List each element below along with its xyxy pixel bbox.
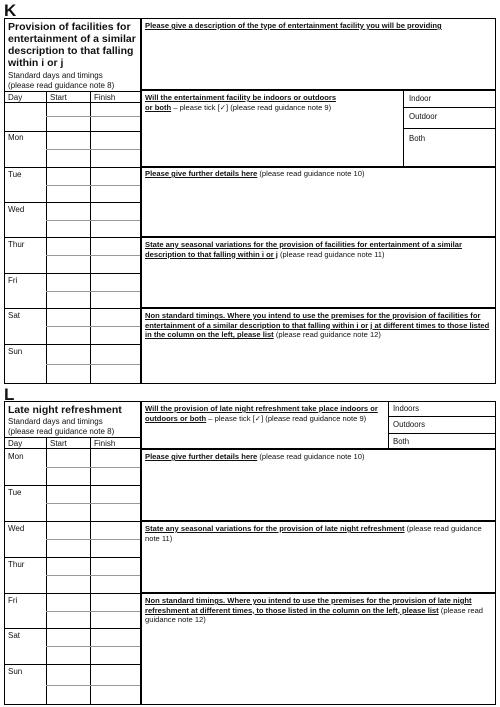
l-day-label: Wed [8, 524, 25, 533]
k-row-divider [4, 167, 140, 168]
section-l-subtitle: Standard days and timings [8, 417, 103, 426]
k-col-finish: Finish [94, 93, 116, 102]
section-l-divider [140, 401, 142, 705]
k-day-label: Sat [8, 311, 21, 320]
k-col-day: Day [8, 93, 23, 102]
l-row-divider [4, 664, 140, 665]
l-col-start: Start [50, 439, 67, 448]
k-row-divider [4, 237, 140, 238]
l-day-label: Mon [8, 452, 24, 461]
l-day-label: Sun [8, 667, 23, 676]
k-q-non-standard: Non standard timings. Where you intend to use the premises for the provision of facilities for entertainment of a similar description to that falling within i or j at different times to those listed in the column on the left, please list (please read guidance note 12) [145, 311, 490, 340]
k-table-top [4, 91, 140, 92]
l-time-subline [46, 685, 140, 686]
k-option-divider [403, 128, 496, 129]
k-day-label: Fri [8, 276, 18, 285]
k-day-label: Sun [8, 347, 23, 356]
l-row-divider [4, 557, 140, 558]
l-option-divider [388, 416, 496, 417]
l-option-divider [388, 433, 496, 434]
section-l-title: Late night refreshment [8, 404, 122, 416]
k-q-indoors: Will the entertainment facility be indoors or outdoors or both – please tick [✓] (please read guidance note 9) [145, 93, 337, 112]
k-option-outdoor[interactable]: Outdoor [409, 112, 438, 121]
section-k-letter: K [4, 1, 17, 20]
section-k-divider [140, 18, 142, 384]
k-col-start: Start [50, 93, 67, 102]
l-q2-bottom [140, 520, 496, 522]
k-row-divider [4, 131, 140, 132]
l-table-top [4, 437, 140, 438]
section-k-title: Provision of facilities for entertainment of a similar description to that falling within i or j [8, 21, 136, 69]
k-q-further-details: Please give further details here (please read guidance note 10) [145, 169, 365, 178]
k-table-header-bottom [4, 102, 140, 103]
k-day-label: Wed [8, 205, 25, 214]
k-q-seasonal: State any seasonal variations for the provision of facilities for entertainment of a similar description to that falling within i or j (please read guidance note 11) [145, 240, 462, 259]
l-col-finish: Finish [94, 439, 116, 448]
k-time-subline [46, 291, 140, 292]
l-col-day: Day [8, 439, 23, 448]
l-time-subline [46, 503, 140, 504]
k-row-divider [4, 202, 140, 203]
l-time-subline [46, 539, 140, 540]
k-q-description: Please give a description of the type of entertainment facility you will be providing [145, 21, 442, 30]
l-time-subline [46, 611, 140, 612]
k-time-subline [46, 149, 140, 150]
l-time-subline [46, 575, 140, 576]
l-q-non-standard: Non standard timings. Where you intend to use the premises for the provision of late night refreshment at different times, to those listed in the column on the left, please list (please read guidance note 12) [145, 596, 484, 625]
k-time-subline [46, 185, 140, 186]
l-day-label: Tue [8, 488, 22, 497]
section-l-frame [4, 401, 496, 705]
k-day-label: Tue [8, 170, 22, 179]
k-q2-bottom [140, 166, 496, 168]
k-time-subline [46, 255, 140, 256]
section-l-letter: L [4, 385, 15, 404]
l-option-both[interactable]: Both [393, 437, 410, 446]
l-q3-bottom [140, 592, 496, 594]
k-q3-bottom [140, 236, 496, 238]
l-q1-bottom [140, 448, 496, 450]
l-option-indoors[interactable]: Indoors [393, 404, 420, 413]
k-time-subline [46, 364, 140, 365]
k-option-divider [403, 107, 496, 108]
l-row-divider [4, 628, 140, 629]
k-time-subline [46, 116, 140, 117]
l-q-indoors: Will the provision of late night refreshment take place indoors or outdoors or both – please tick [✓] (please read guidance note 9) [145, 404, 378, 423]
k-q4-bottom [140, 307, 496, 309]
k-day-label: Mon [8, 133, 24, 142]
l-time-subline [46, 646, 140, 647]
l-row-divider [4, 521, 140, 522]
k-day-label: Thur [8, 240, 25, 249]
l-option-outdoors[interactable]: Outdoors [393, 420, 426, 429]
l-options-divider [388, 401, 389, 449]
k-time-subline [46, 220, 140, 221]
l-day-label: Sat [8, 631, 21, 640]
l-time-subline [46, 467, 140, 468]
k-row-divider [4, 308, 140, 309]
l-row-divider [4, 485, 140, 486]
l-day-label: Thur [8, 560, 25, 569]
l-table-header-bottom [4, 448, 140, 449]
k-option-indoor[interactable]: Indoor [409, 94, 432, 103]
k-option-both[interactable]: Both [409, 134, 426, 143]
section-k-subtitle: Standard days and timings [8, 71, 103, 80]
k-row-divider [4, 344, 140, 345]
k-q1-bottom [140, 89, 496, 91]
k-time-subline [46, 326, 140, 327]
l-q-further-details: Please give further details here (please read guidance note 10) [145, 452, 365, 461]
l-day-label: Fri [8, 596, 18, 605]
l-row-divider [4, 593, 140, 594]
k-row-divider [4, 273, 140, 274]
section-k-subtitle-note: (please read guidance note 8) [8, 81, 115, 90]
l-q-seasonal: State any seasonal variations for the provision of late night refreshment (please read guidance note 11) [145, 524, 482, 543]
section-l-subtitle-note: (please read guidance note 8) [8, 427, 115, 436]
